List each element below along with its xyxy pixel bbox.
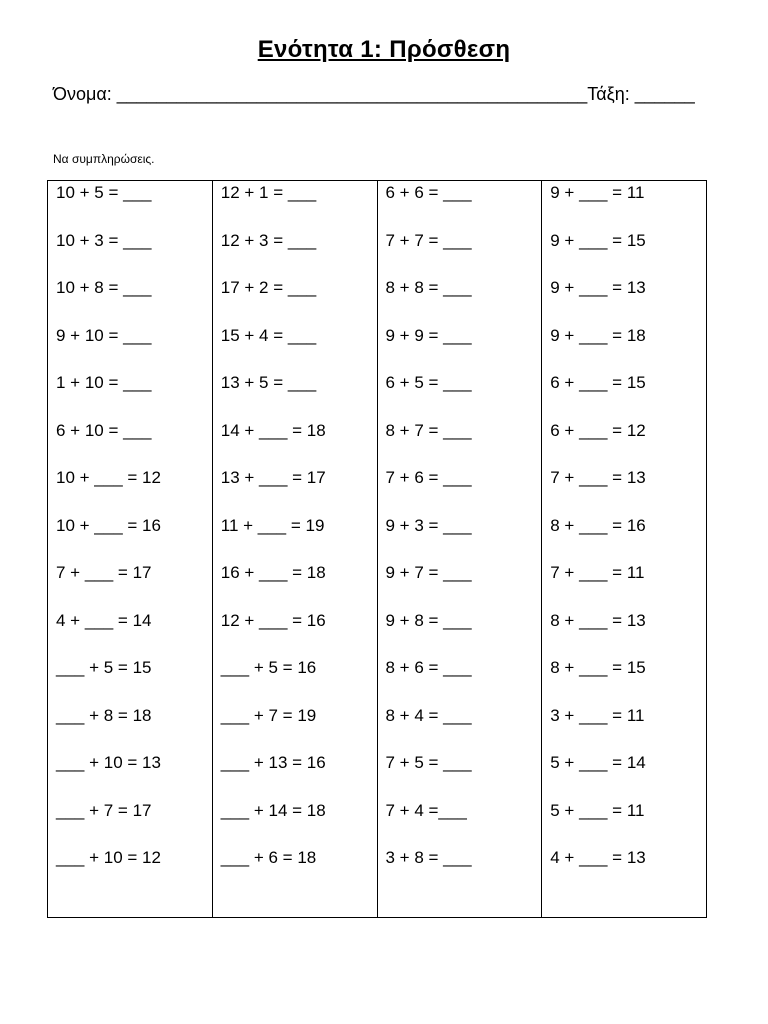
exercise-item[interactable]: ___ + 10 = 12 — [56, 848, 161, 867]
exercise-item[interactable]: 12 + 1 = ___ — [220, 183, 317, 202]
exercise-item[interactable]: 9 + 8 = ___ — [385, 610, 472, 630]
exercise-item[interactable]: 9 + 9 = ___ — [385, 325, 472, 345]
exercise-item[interactable]: 12 + ___ = 16 — [220, 610, 326, 630]
exercise-item[interactable]: 5 + ___ = 11 — [550, 800, 645, 820]
exercise-item[interactable]: 6 + 5 = ___ — [385, 373, 472, 392]
exercise-item[interactable]: 9 + ___ = 18 — [550, 325, 646, 345]
exercise-item[interactable]: ___ + 8 = 18 — [56, 705, 152, 725]
exercise-item[interactable]: 8 + ___ = 13 — [550, 610, 646, 630]
exercise-item[interactable]: 6 + 10 = ___ — [56, 420, 152, 440]
exercise-item[interactable]: 10 + 8 = ___ — [56, 278, 152, 297]
exercise-item[interactable]: 7 + 4 =___ — [385, 800, 467, 820]
exercise-table — [47, 180, 707, 918]
exercise-item[interactable]: 3 + 8 = ___ — [385, 848, 472, 867]
exercise-column-2 — [213, 181, 378, 917]
exercise-item[interactable]: 5 + ___ = 14 — [550, 753, 646, 772]
exercise-item[interactable]: 9 + 7 = ___ — [385, 563, 472, 582]
exercise-item[interactable]: 6 + 6 = ___ — [385, 183, 472, 202]
exercise-item[interactable]: ___ + 5 = 15 — [56, 658, 152, 677]
exercise-item[interactable]: ___ + 5 = 16 — [220, 658, 317, 677]
exercise-item[interactable]: 15 + 4 = ___ — [220, 325, 317, 345]
exercise-item[interactable]: 4 + ___ = 14 — [56, 610, 152, 630]
exercise-item[interactable]: 8 + 6 = ___ — [385, 658, 472, 677]
exercise-item[interactable]: 9 + 10 = ___ — [56, 325, 152, 345]
exercise-column-4 — [542, 181, 706, 917]
exercise-item[interactable]: ___ + 14 = 18 — [220, 800, 326, 820]
exercise-item[interactable]: 14 + ___ = 18 — [220, 420, 326, 440]
exercise-item[interactable]: 7 + 7 = ___ — [385, 230, 472, 250]
exercise-item[interactable]: 8 + ___ = 16 — [550, 515, 646, 535]
exercise-item[interactable]: 8 + 8 = ___ — [385, 278, 472, 297]
exercise-item[interactable]: 17 + 2 = ___ — [220, 278, 317, 297]
exercise-item[interactable]: 8 + ___ = 15 — [550, 658, 646, 677]
exercise-item[interactable]: 1 + 10 = ___ — [56, 373, 152, 392]
exercise-item[interactable]: 9 + 3 = ___ — [385, 515, 472, 535]
exercise-item[interactable]: 3 + ___ = 11 — [550, 705, 645, 725]
exercise-item[interactable]: 10 + ___ = 12 — [56, 468, 161, 487]
exercise-item[interactable]: 8 + 7 = ___ — [385, 420, 472, 440]
exercise-item[interactable]: 7 + 5 = ___ — [385, 753, 472, 772]
name-class-line[interactable]: Όνομα: _______________________________________________Τάξη: ______ — [53, 84, 695, 104]
exercise-item[interactable]: 9 + ___ = 13 — [550, 278, 646, 297]
exercise-item[interactable]: 10 + ___ = 16 — [56, 515, 161, 535]
exercise-column-1 — [48, 181, 213, 917]
exercise-item[interactable]: ___ + 13 = 16 — [220, 753, 326, 772]
exercise-item[interactable]: 11 + ___ = 19 — [220, 515, 325, 535]
exercise-item[interactable]: 7 + ___ = 11 — [550, 563, 645, 582]
exercise-item[interactable]: 8 + 4 = ___ — [385, 705, 472, 725]
exercise-item[interactable]: 13 + 5 = ___ — [220, 373, 317, 392]
exercise-item[interactable]: 10 + 3 = ___ — [56, 230, 152, 250]
exercise-item[interactable]: 10 + 5 = ___ — [56, 183, 152, 202]
exercise-item[interactable]: 7 + ___ = 17 — [56, 563, 152, 582]
exercise-item[interactable]: 9 + ___ = 15 — [550, 230, 646, 250]
exercise-item[interactable]: ___ + 7 = 19 — [220, 705, 317, 725]
exercise-item[interactable]: 16 + ___ = 18 — [220, 563, 326, 582]
exercise-column-3 — [378, 181, 543, 917]
exercise-item[interactable]: ___ + 10 = 13 — [56, 753, 161, 772]
instruction-text: Να συμπληρώσεις. — [53, 152, 155, 166]
exercise-item[interactable]: 7 + 6 = ___ — [385, 468, 472, 487]
exercise-item[interactable]: 12 + 3 = ___ — [220, 230, 317, 250]
exercise-item[interactable]: 13 + ___ = 17 — [220, 468, 326, 487]
exercise-item[interactable]: 6 + ___ = 15 — [550, 373, 646, 392]
exercise-item[interactable]: 9 + ___ = 11 — [550, 183, 645, 202]
exercise-item[interactable]: ___ + 7 = 17 — [56, 800, 152, 820]
exercise-item[interactable]: 6 + ___ = 12 — [550, 420, 646, 440]
worksheet-title: Ενότητα 1: Πρόσθεση — [257, 36, 511, 63]
exercise-item[interactable]: 4 + ___ = 13 — [550, 848, 646, 867]
exercise-item[interactable]: ___ + 6 = 18 — [220, 848, 317, 867]
exercise-item[interactable]: 7 + ___ = 13 — [550, 468, 646, 487]
